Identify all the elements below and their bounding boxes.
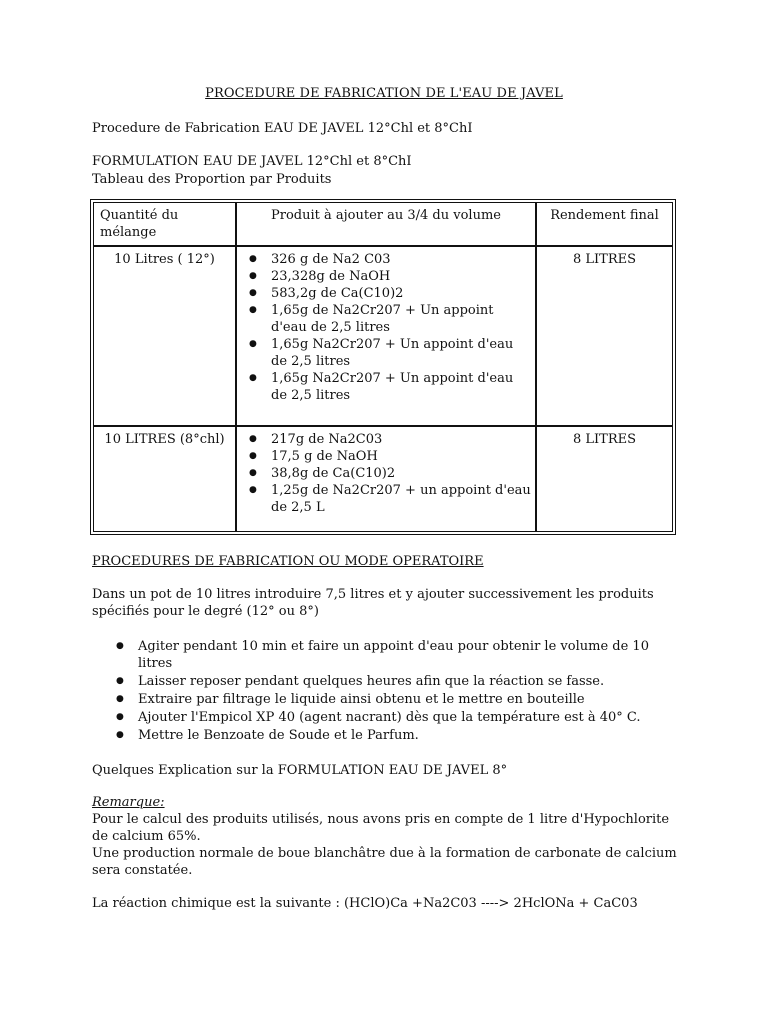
remark-text: Une production normale de boue blanchâtre due à la formation de carbonate de calcium sera constatée. bbox=[92, 846, 677, 878]
list-item: ● Laisser reposer pendant quelques heures afin que la réaction se fasse. bbox=[116, 673, 676, 690]
table-row bbox=[93, 246, 673, 426]
intro-paragraph: Dans un pot de 10 litres introduire 7,5 litres et y ajouter successivement les produits spécifiés pour le degré (12° ou 8°) bbox=[92, 587, 654, 619]
list-item: ● 217g de Na2C03 bbox=[271, 431, 531, 448]
list-item: ● Extraire par filtrage le liquide ainsi obtenu et le mettre en bouteille bbox=[116, 691, 676, 708]
procedures-heading: PROCEDURES DE FABRICATION OU MODE OPERATOIRE bbox=[92, 554, 484, 569]
list-item: ● 1,65g de Na2Cr207 + Un appoint d'eau de 2,5 litres bbox=[271, 302, 531, 336]
document-subtitle: Procedure de Fabrication EAU DE JAVEL 12°Chl et 8°ChI bbox=[92, 121, 473, 136]
row-quantity: 10 Litres ( 12°) bbox=[93, 246, 236, 426]
row-quantity: 10 LITRES (8°chl) bbox=[93, 426, 236, 532]
row-products bbox=[236, 246, 536, 426]
list-item: ● 23,328g de NaOH bbox=[271, 268, 531, 285]
list-item: ● Ajouter l'Empicol XP 40 (agent nacrant) dès que la température est à 40° C. bbox=[116, 709, 676, 726]
list-item: ● Mettre le Benzoate de Soude et le Parfum. bbox=[116, 727, 676, 744]
table-row bbox=[93, 426, 673, 532]
proportions-table bbox=[90, 199, 676, 535]
steps-list bbox=[116, 638, 676, 745]
list-item: ● 1,65g Na2Cr207 + Un appoint d'eau de 2,5 litres bbox=[271, 336, 531, 370]
explanation-heading: Quelques Explication sur la FORMULATION EAU DE JAVEL 8° bbox=[92, 763, 508, 778]
row-yield: 8 LITRES bbox=[536, 426, 673, 532]
header-product: Produit à ajouter au 3/4 du volume bbox=[236, 202, 536, 246]
document-title: PROCEDURE DE FABRICATION DE L'EAU DE JAVEL bbox=[205, 86, 563, 101]
list-item: ● 326 g de Na2 C03 bbox=[271, 251, 531, 268]
list-item: ● 1,65g Na2Cr207 + Un appoint d'eau de 2,5 litres bbox=[271, 370, 531, 404]
list-item: ● 583,2g de Ca(C10)2 bbox=[271, 285, 531, 302]
product-list bbox=[241, 251, 531, 404]
remark-label: Remarque: bbox=[92, 795, 165, 810]
row-products bbox=[236, 426, 536, 532]
header-yield: Rendement final bbox=[536, 202, 673, 246]
row-yield: 8 LITRES bbox=[536, 246, 673, 426]
product-list bbox=[241, 431, 531, 516]
table-header-row bbox=[93, 202, 673, 246]
list-item: ● 38,8g de Ca(C10)2 bbox=[271, 465, 531, 482]
list-item: ● 17,5 g de NaOH bbox=[271, 448, 531, 465]
header-quantity: Quantité du mélange bbox=[93, 202, 236, 246]
formulation-heading: FORMULATION EAU DE JAVEL 12°Chl et 8°ChI bbox=[92, 154, 412, 169]
reaction-line: La réaction chimique est la suivante : (HClO)Ca +Na2C03 ----> 2HclONa + CaC03 bbox=[92, 896, 638, 911]
list-item: ● Agiter pendant 10 min et faire un appoint d'eau pour obtenir le volume de 10 litres bbox=[116, 638, 676, 672]
list-item: ● 1,25g de Na2Cr207 + un appoint d'eau de 2,5 L bbox=[271, 482, 531, 516]
remark-text: Pour le calcul des produits utilisés, nous avons pris en compte de 1 litre d'Hypochlorite de calcium 65%. bbox=[92, 812, 670, 844]
table-caption: Tableau des Proportion par Produits bbox=[92, 172, 332, 187]
